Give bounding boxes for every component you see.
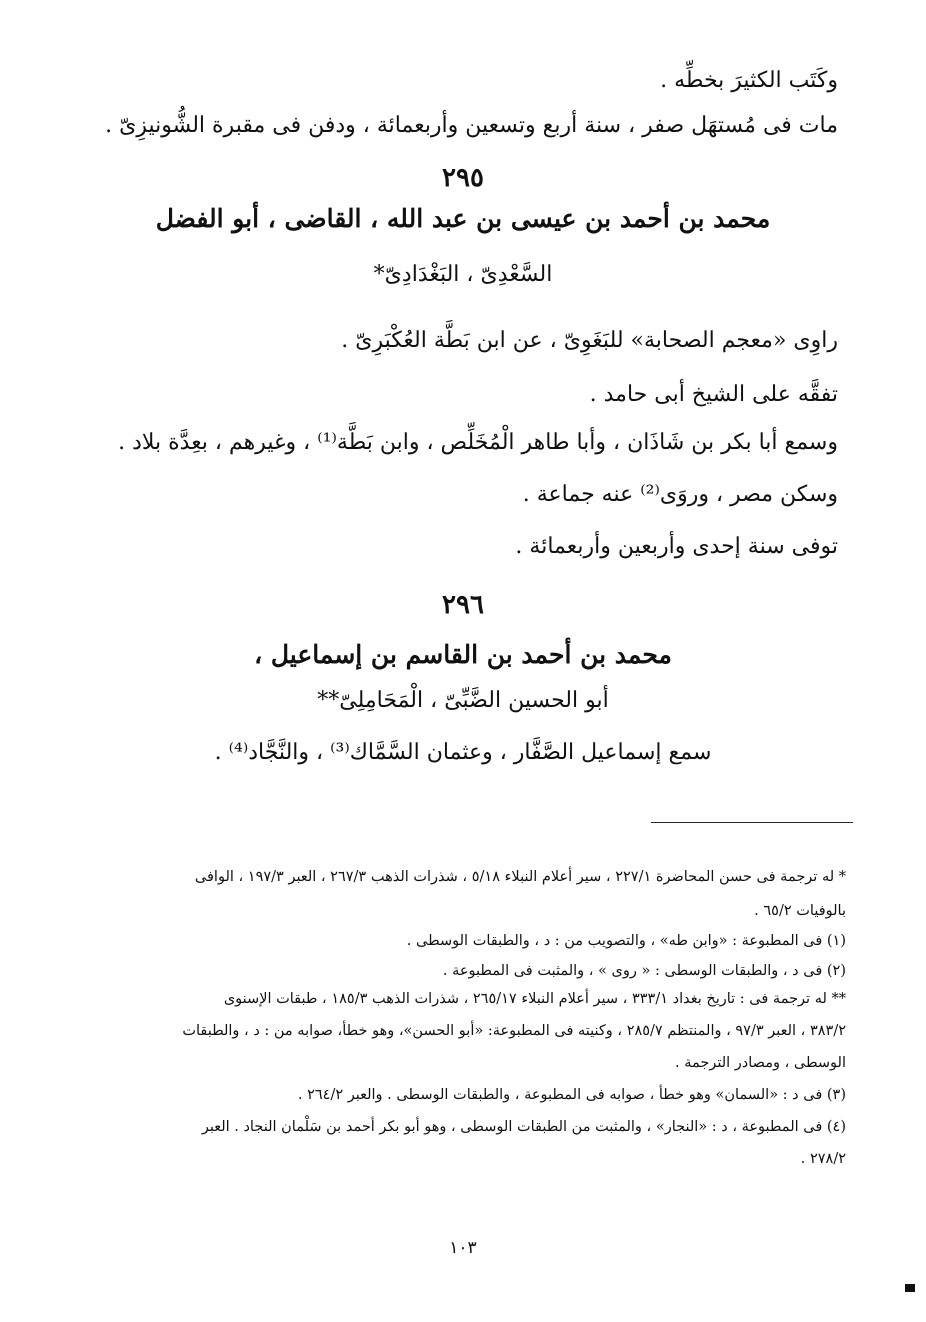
footnote-line-10: ٢٧٨/٢ . (800, 1151, 846, 1167)
body-line-2: مات فى مُستهَل صفر ، سنة أربع وتسعين وأربعمائة ، ودفن فى مقبرة الشُّونيزِىّ . (105, 113, 838, 138)
entry-296-subtitle: أبو الحسين الضَّبِّىّ ، الْمَحَامِلِىّ** (317, 688, 609, 713)
entry-295-line-5: توفى سنة إحدى وأربعين وأربعمائة . (515, 534, 838, 559)
entry-296-line-1: سمع إسماعيل الصَّفَّار ، وعثمان السَّمَّاك⁽³⁾ ، والنَّجَّاد⁽⁴⁾ . (214, 740, 712, 765)
footnote-line-1: * له ترجمة فى حسن المحاضرة ٢٢٧/١ ، سير أعلام النبلاء ٥/١٨ ، شذرات الذهب ٢٦٧/٣ ، العبر ١٩٧/٣ ، الوافى (194, 869, 846, 885)
footnote-line-5: ** له ترجمة فى : تاريخ بغداد ٣٣٣/١ ، سير أعلام النبلاء ٢٦٥/١٧ ، شذرات الذهب ١٨٥/٣ ، طبقات الإسنوى (223, 991, 846, 1007)
footnote-line-9: (٤) فى المطبوعة ، د : «النجار» ، والمثبت من الطبقات الوسطى ، وهو أبو بكر أحمد بن سَلْمان النجاد . العبر (201, 1119, 846, 1135)
footnote-line-2: بالوفيات ٦٥/٢ . (754, 903, 846, 919)
entry-295-line-1: راوِى «معجم الصحابة» للبَغَوِىّ ، عن ابن بَطَّة العُكْبَرِىّ . (341, 328, 838, 353)
entry-295-line-4: وسكن مصر ، وروَى⁽²⁾ عنه جماعة . (522, 482, 838, 507)
footnote-separator (651, 822, 853, 823)
entry-295-line-3: وسمع أبا بكر بن شَاذَان ، وأبا طاهر الْمُخَلِّص ، وابن بَطَّة⁽¹⁾ ، وغيرهم ، بعِدَّة بلاد . (118, 430, 838, 455)
footnote-line-8: (٣) فى د : «السمان» وهو خطأ ، صوابه فى المطبوعة ، والطبقات الوسطى . والعبر ٢٦٤/٢ . (297, 1087, 846, 1103)
entry-295-subtitle: السَّعْدِىّ ، البَغْدَادِىّ* (373, 262, 553, 287)
entry-295-title: محمد بن أحمد بن عيسى بن عبد الله ، القاضى ، أبو الفضل (155, 204, 771, 233)
footnote-line-6: ٣٨٣/٢ ، العبر ٩٧/٣ ، والمنتظم ٢٨٥/٧ ، وكنيته فى المطبوعة: «أبو الحسن»، وهو خطأ، صوابه من : د ، والطبقات (182, 1023, 846, 1039)
footnote-line-4: (٢) فى د ، والطبقات الوسطى : « روى » ، والمثبت فى المطبوعة . (442, 963, 846, 979)
scan-mark (905, 1284, 915, 1292)
entry-295-number: ٢٩٥ (442, 163, 484, 193)
footnote-line-3: (١) فى المطبوعة : «وابن طه» ، والتصويب من : د ، والطبقات الوسطى . (406, 933, 846, 949)
body-line-1: وكَتَب الكثيرَ بخطِّه . (660, 68, 838, 93)
entry-295-line-2: تفقَّه على الشيخ أبى حامد . (589, 382, 838, 407)
entry-296-title: محمد بن أحمد بن القاسم بن إسماعيل ، (254, 640, 672, 669)
entry-296-number: ٢٩٦ (442, 590, 484, 620)
footnote-line-7: الوسطى ، ومصادر الترجمة . (675, 1055, 846, 1071)
page-number: ١٠٣ (449, 1238, 477, 1258)
